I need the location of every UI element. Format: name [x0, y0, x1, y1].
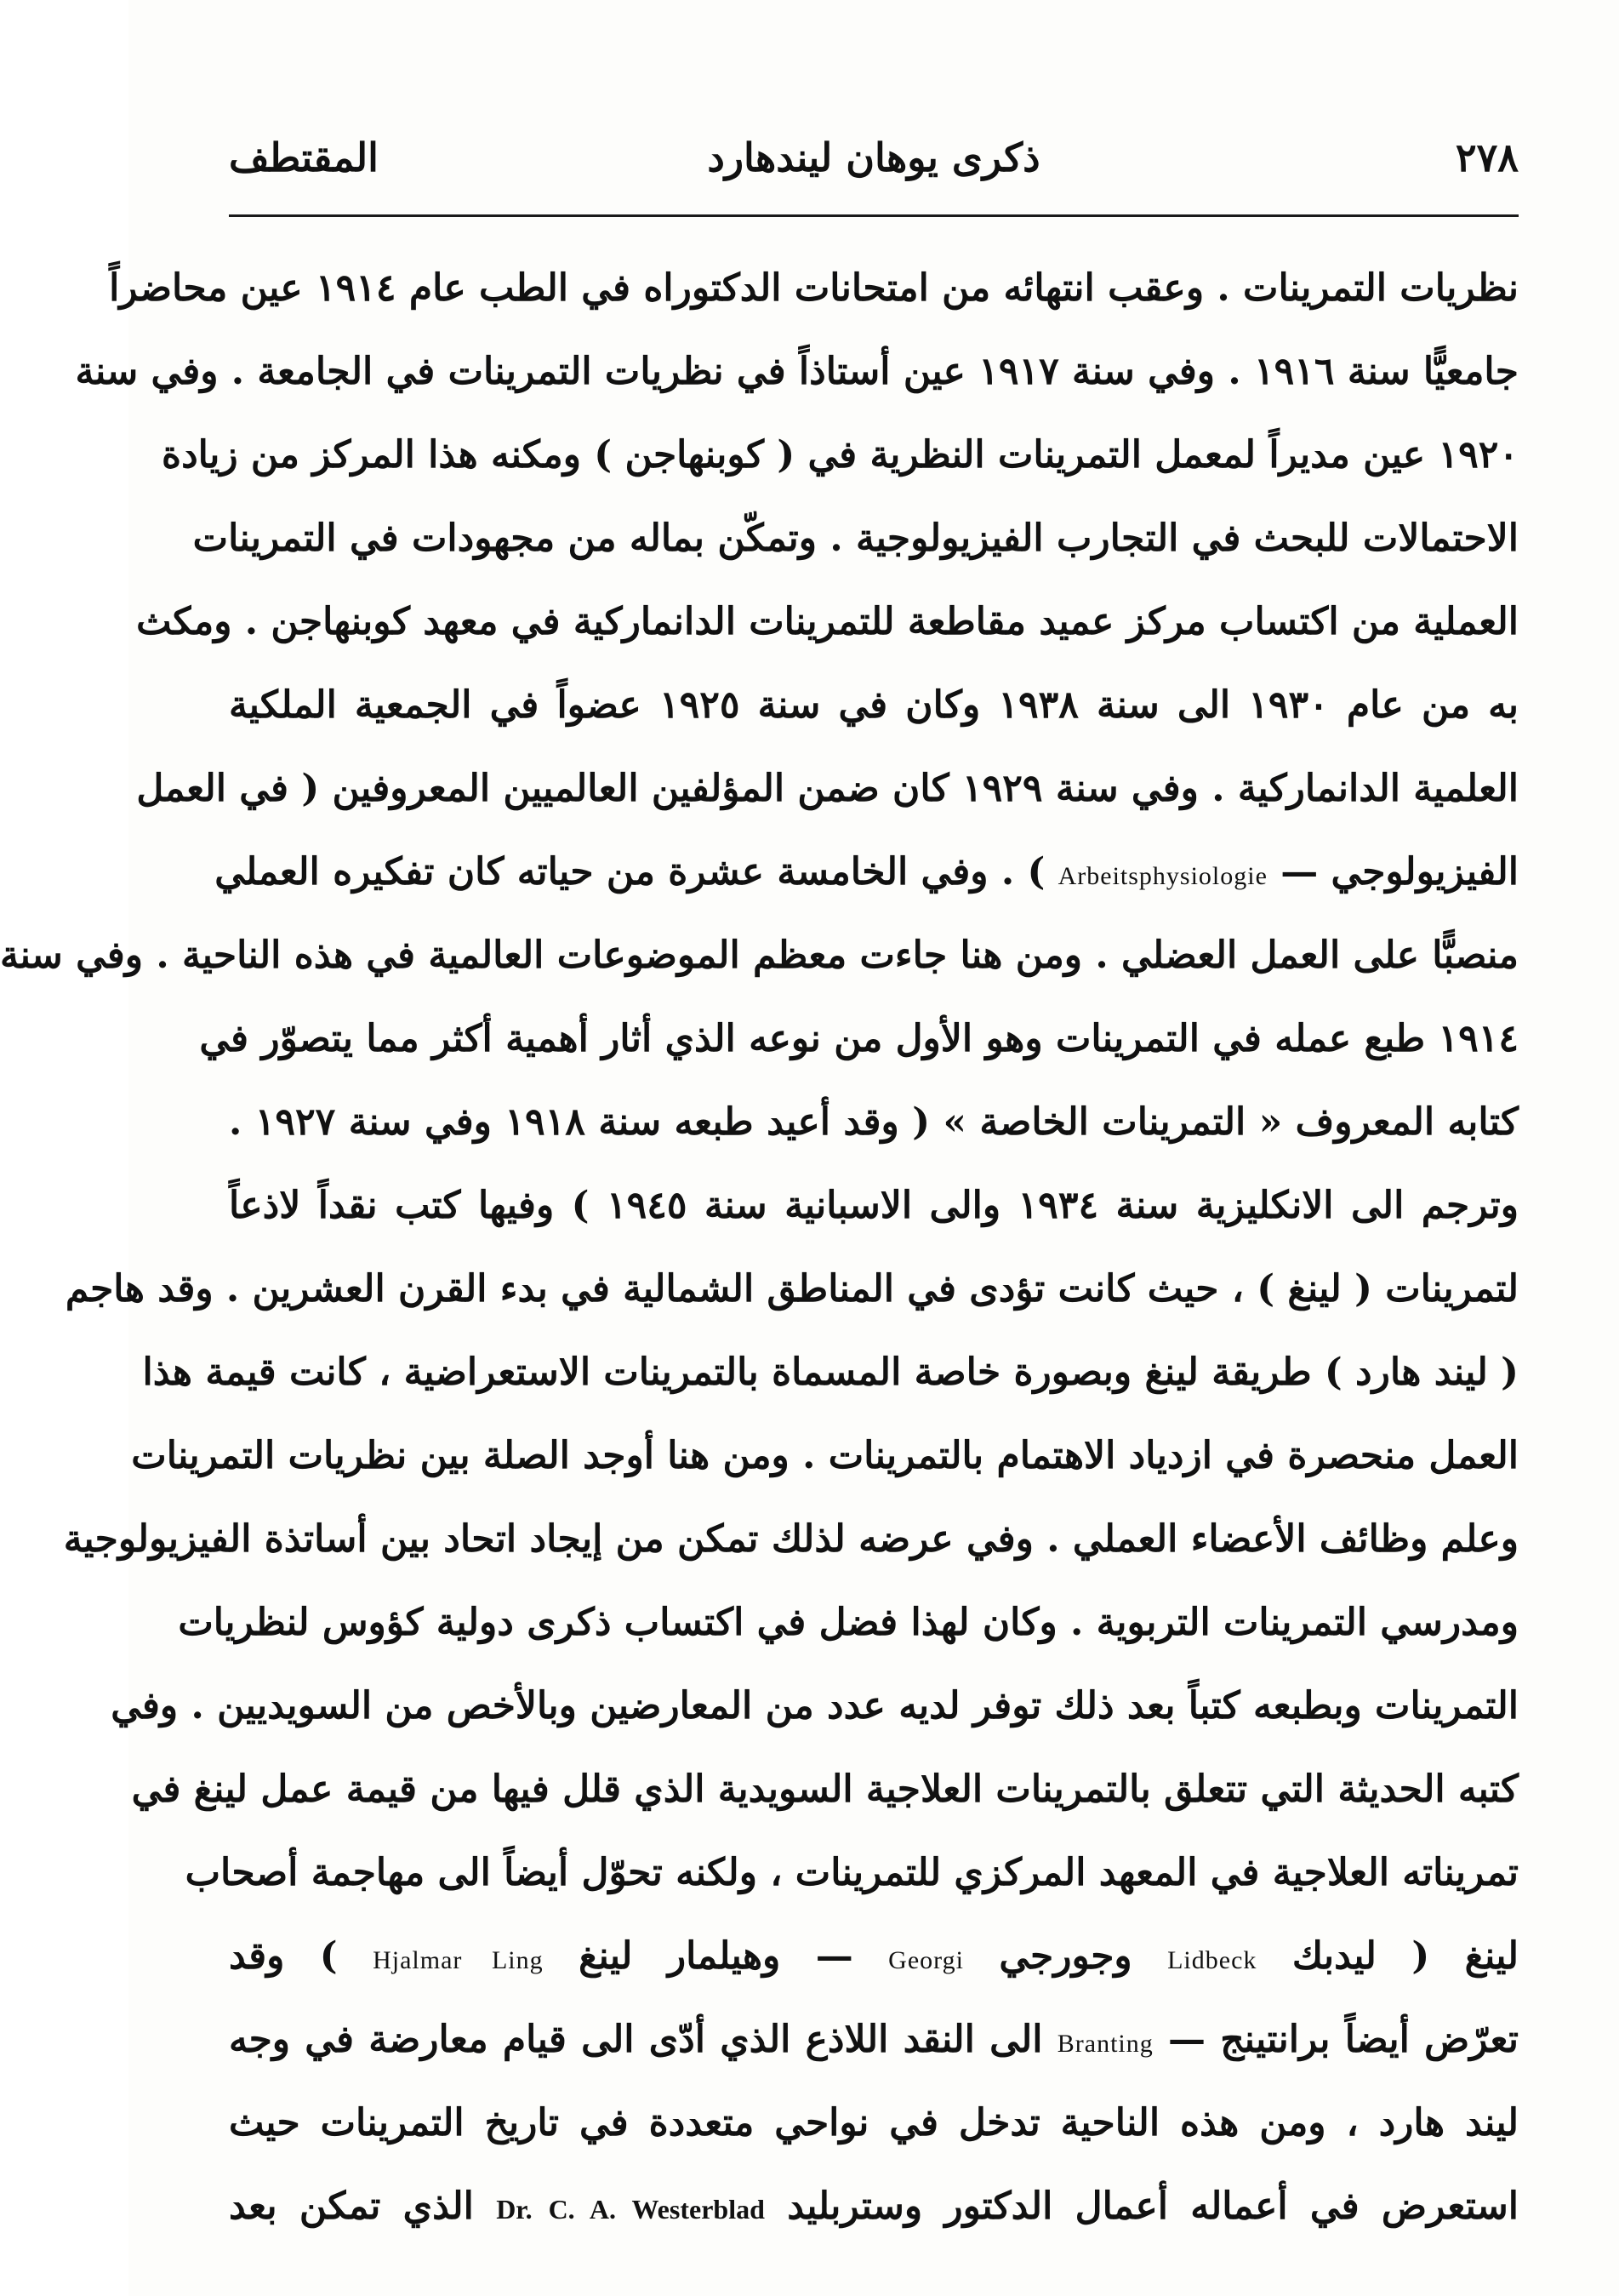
- text-line: ( ليند هارد ) طريقة لينغ وبصورة خاصة المسماة بالتمرينات الاستعراضية ، كانت قيمة هذا: [142, 1351, 1519, 1394]
- text-line: [229, 2165, 1519, 2248]
- text-segment: — وهيلمار لينغ: [543, 1934, 853, 1978]
- text-segment: لينغ ( ليدبك: [1257, 1934, 1519, 1978]
- text-line: جامعيًّا سنة ١٩١٦ . وفي سنة ١٩١٧ عين أستاذاً في نظريات التمرينات في الجامعة . وفي سنة: [75, 350, 1519, 393]
- text-line: الاحتمالات للبحث في التجارب الفيزيولوجية . وتمكّن بماله من مجهودات في التمرينات: [192, 517, 1519, 560]
- text-line: ومدرسي التمرينات التربوية . وكان لهذا فضل في اكتساب ذكرى دولية كؤوس لنظريات: [178, 1601, 1519, 1644]
- page-number: ٢٧٨: [1455, 134, 1519, 180]
- text-line: كتابه المعروف « التمرينات الخاصة » ( وقد أعيد طبعه سنة ١٩١٨ وفي سنة ١٩٢٧ .: [229, 1100, 1519, 1144]
- text-line: لتمرينات ( لينغ ) ، حيث كانت تؤدى في المناطق الشمالية في بدء القرن العشرين . وقد هاجم: [65, 1267, 1519, 1311]
- text-line: التمرينات وبطبعه كتباً بعد ذلك توفر لديه عدد من المعارضين وبالأخص من السويديين . وفي: [111, 1684, 1519, 1728]
- text-line: العلمية الدانماركية . وفي سنة ١٩٢٩ كان ضمن المؤلفين العالميين المعروفين ( في العمل: [136, 767, 1519, 810]
- text-line: [214, 831, 1519, 914]
- text-line: وترجم الى الانكليزية سنة ١٩٣٤ والى الاسبانية سنة ١٩٤٥ ) وفيها كتب نقداً لاذعاً: [229, 1184, 1519, 1227]
- text-line: تمريناته العلاجية في المعهد المركزي للتمرينات ، ولكنه تحوّل أيضاً الى مهاجمة أصحاب: [185, 1851, 1519, 1894]
- latin-term: Dr. C. A. Westerblad: [496, 2194, 765, 2225]
- text-segment: الى النقد اللاذع الذي أدّى الى قيام معارضة في وجه: [229, 2018, 1043, 2061]
- running-title: ذكرى يوهان ليندهارد: [707, 134, 1040, 180]
- text-segment: استعرض في أعماله أعمال الدكتور وستربليد: [764, 2185, 1519, 2228]
- text-line: ١٩١٤ طبع عمله في التمرينات وهو الأول من نوعه الذي أثار أهمية أكثر مما يتصوّر في: [199, 1017, 1519, 1060]
- text-line: به من عام ١٩٣٠ الى سنة ١٩٣٨ وكان في سنة ١٩٢٥ عضواً في الجمعية الملكية: [229, 683, 1519, 727]
- text-segment: ) وقد: [229, 1934, 338, 1978]
- latin-term: Hjalmar Ling: [373, 1946, 544, 1974]
- text-segment: ) . وفي الخامسة عشرة من حياته كان تفكيره العملي: [214, 850, 1046, 894]
- latin-term: Branting: [1057, 2030, 1154, 2058]
- text-segment: تعرّض أيضاً برانتينج —: [1153, 2018, 1519, 2061]
- page-header: [229, 128, 1519, 187]
- text-line: وعلم وظائف الأعضاء العملي . وفي عرضه لذلك تمكن من إيجاد اتحاد بين أساتذة الفيزيولوجية: [63, 1517, 1519, 1561]
- article-body: [0, 247, 1519, 2248]
- latin-term: Lidbeck: [1167, 1946, 1257, 1974]
- latin-term: Arbeitsphysiologie: [1057, 862, 1268, 890]
- text-segment: الفيزيولوجي —: [1267, 850, 1519, 894]
- text-line: [229, 1998, 1519, 2082]
- text-line: العملية من اكتساب مركز عميد مقاطعة للتمرينات الدانماركية في معهد كوبنهاجن . ومكث: [136, 600, 1519, 643]
- header-divider: [229, 214, 1519, 217]
- text-line: كتبه الحديثة التي تتعلق بالتمرينات العلاجية السويدية الذي قلل فيها من قيمة عمل لينغ في: [131, 1768, 1519, 1811]
- text-line: العمل منحصرة في ازدياد الاهتمام بالتمرينات . ومن هنا أوجد الصلة بين نظريات التمرينات: [131, 1434, 1519, 1477]
- text-segment: الذي تمكن بعد: [229, 2185, 474, 2228]
- text-line: ليند هارد ، ومن هذه الناحية تدخل في نواحي متعددة في تاريخ التمرينات حيث: [229, 2101, 1519, 2145]
- text-line: منصبًّا على العمل العضلي . ومن هنا جاءت معظم الموضوعات العالمية في هذه الناحية . وفي سنة: [0, 934, 1519, 977]
- text-segment: وجورجي: [963, 1934, 1132, 1978]
- text-line: [229, 1915, 1519, 1998]
- latin-term: Georgi: [888, 1946, 964, 1974]
- text-line: نظريات التمرينات . وعقب انتهائه من امتحانات الدكتوراه في الطب عام ١٩١٤ عين محاضراً: [109, 266, 1519, 310]
- text-line: ١٩٢٠ عين مديراً لمعمل التمرينات النظرية في ( كوبنهاجن ) ومكنه هذا المركز من زيادة: [162, 433, 1519, 477]
- journal-name: المقتطف: [229, 134, 379, 180]
